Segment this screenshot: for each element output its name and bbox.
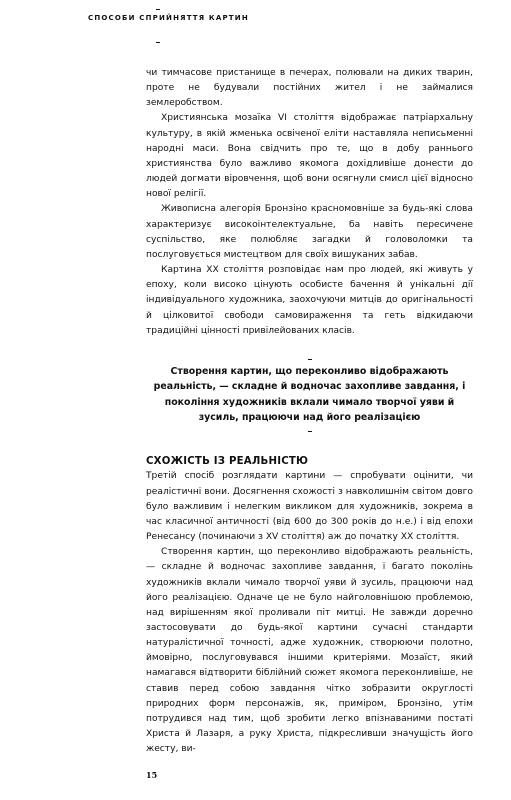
header-tick-bottom bbox=[156, 42, 160, 43]
paragraph-twentieth-century: Картина XX століття розповідає нам про людей, які живуть у епоху, коли високо цінують особисте бачення й унікальні дії індивідуального художника, заохочуючи митців до оригінальності й цілковитої свободи самовираження та геть відкидаючи традиційні цінності привілейованих класів. bbox=[146, 265, 473, 336]
paragraph-bronzino: Живописна алегорія Бронзіно красномовніше за будь-які слова характеризує високоінтелектуальне, ба навіть пересичене суспільство, яке полюбляє загадки й головоломки та послуговується мистецтвом для своїх вишуканих забав. bbox=[146, 204, 473, 260]
paragraph-mosaic: Християнська мозаїка VI століття відображає патріархальну культуру, в якій жменька освіченої еліти наставляла неписьменні народні маси. Вона свідчить про те, що в добу раннього християнства було важливо якомога дохідливіше донести до людей догмати віровчення, щоб вони осягнули смисл цієї відносно нової релігії. bbox=[146, 113, 473, 200]
running-head: СПОСОБИ СПРИЙНЯТТЯ КАРТИН bbox=[88, 14, 249, 22]
section-heading: СХОЖІСТЬ ІЗ РЕАЛЬНІСТЮ bbox=[146, 456, 309, 468]
page-body bbox=[146, 66, 473, 757]
header-tick-top bbox=[156, 9, 160, 10]
pull-quote-text: Створення картин, що переконливо відображають реальність, — складне й водночас захопливе завдання, і покоління художників вклали чимало творчої уяви й зусиль, працюючи над його реалізацією bbox=[153, 366, 466, 423]
paragraph-creating-pictures: Створення картин, що переконливо відображають реальність, — складне й водночас захопливе завдання, і багато поколінь художників вклали чимало творчої уяви й зусиль, працюючи над його реалізацією. Одначе це не було найголовнішою проблемою, над вирішенням якої проливали піт митці. Не завжди доречно застосовувати до будь-якої картини сучасні стандарти натуралістичної точності, адже художник, створюючи полотно, ймовірно, послуговувався іншими критеріями. Мозаїст, який намагався відтворити біблійний сюжет якомога переконливіше, не ставив перед собою завдання чітко зобразити округлості природних форм персонажів, як, приміром, Бронзіно, утім потрудився над тим, щоб зробити легко впізнаваними постаті Христа й Лазаря, а руку Христа, підкресливши значущість його жесту, ви- bbox=[146, 547, 473, 755]
paragraph-continued: чи тимчасове пристанище в печерах, полювали на диких тварин, проте не будували постійних жител і не займалися землеробством. bbox=[146, 68, 473, 109]
paragraph-third-way: Третій спосіб розглядати картини — спробувати оцінити, чи реалістичні вони. Досягнення схожості з навколишнім світом довго було важливим і нелегким викликом для художників, зокрема в час класичної античності (від 600 до 300 років до н.е.) і від епохи Ренесансу (починаючи з XV століття) аж до початку XX століття. bbox=[146, 471, 473, 543]
page-number: 15 bbox=[146, 770, 158, 780]
pull-quote bbox=[146, 359, 473, 433]
pull-quote-dash-top bbox=[308, 359, 312, 360]
pull-quote-dash-bottom bbox=[308, 431, 312, 432]
